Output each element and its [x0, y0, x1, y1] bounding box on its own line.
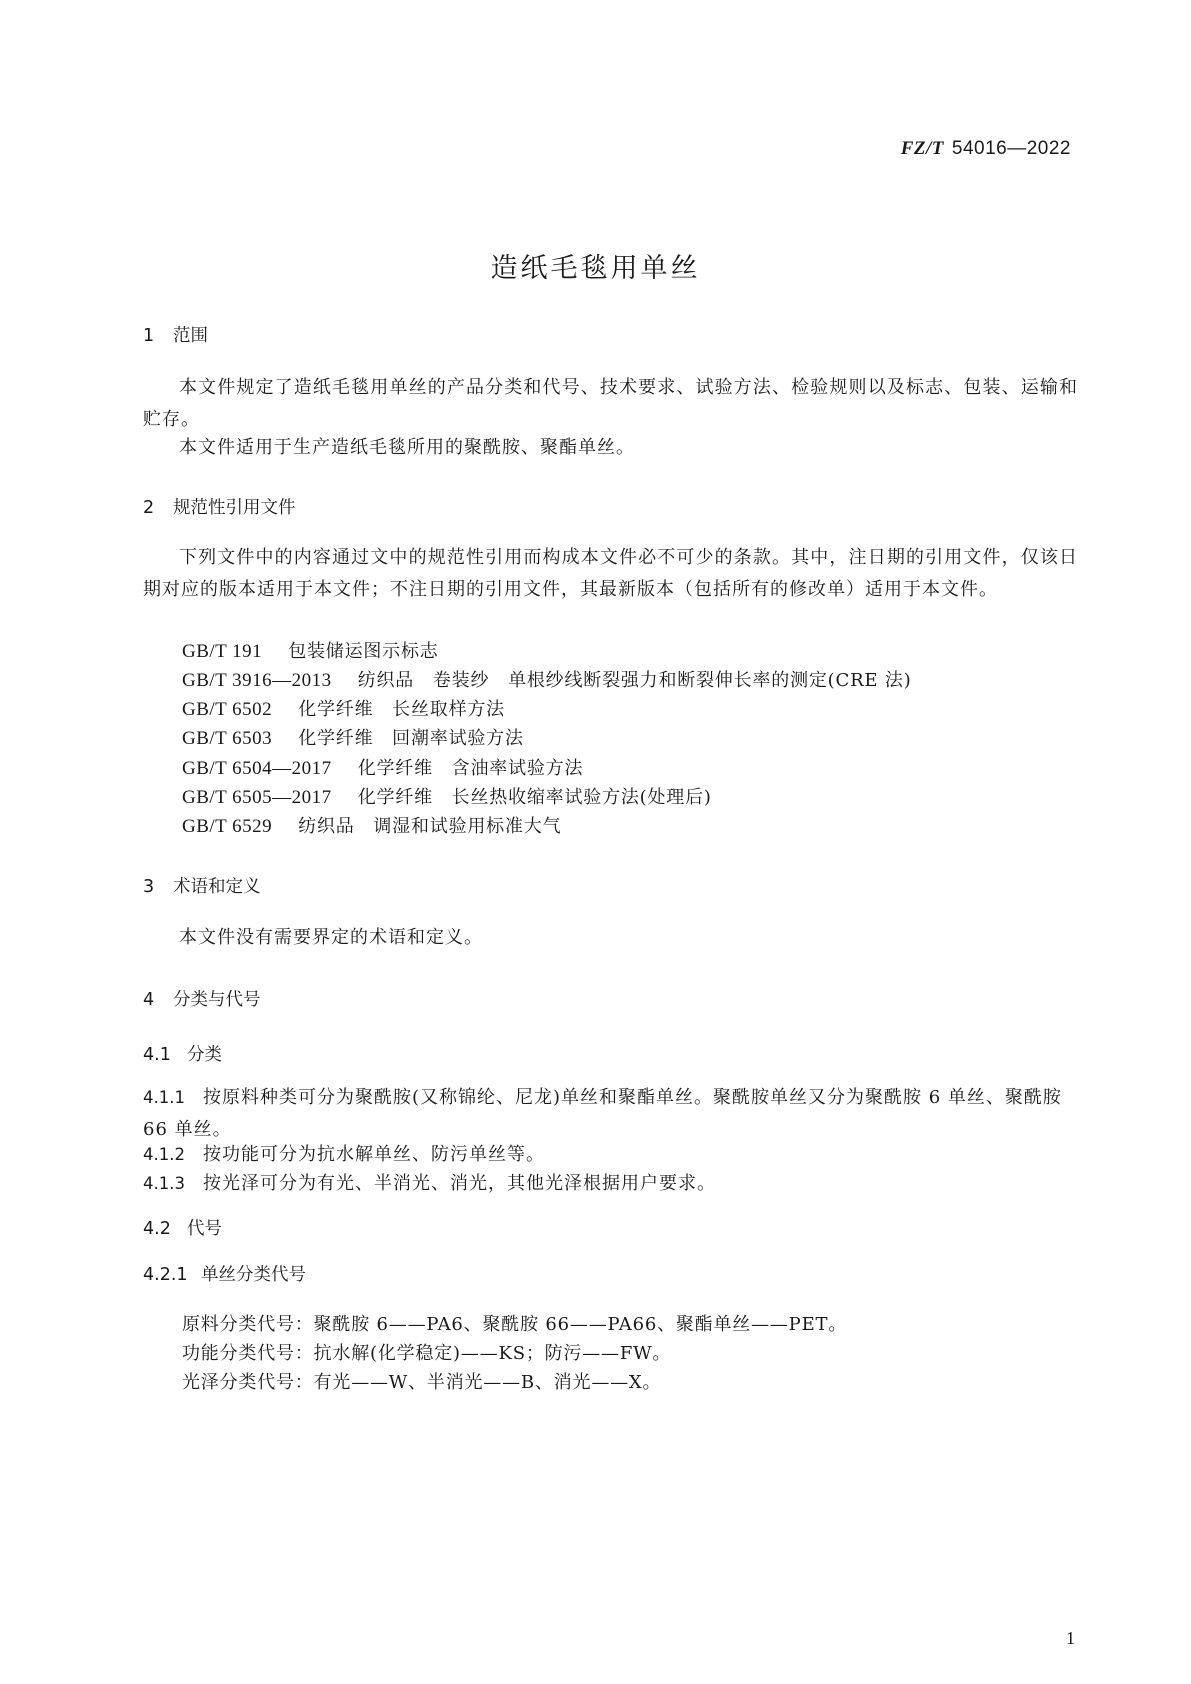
- reference-code: GB/T 6504—2017: [182, 758, 332, 779]
- reference-item: [182, 812, 561, 838]
- normative-references-paragraph: 下列文件中的内容通过文中的规范性引用而构成本文件必不可少的条款。其中，注日期的引用文件，仅该日期对应的版本适用于本文件；不注日期的引用文件，其最新版本（包括所有的修改单）适用于本文件。: [143, 547, 1078, 600]
- reference-title: 化学纤维 回潮率试验方法: [298, 728, 524, 749]
- scope-paragraph-1: 本文件规定了造纸毛毯用单丝的产品分类和代号、技术要求、试验方法、检验规则以及标志、包装、运输和贮存。: [143, 377, 1078, 430]
- section-2-heading: [143, 494, 296, 519]
- reference-title: 纺织品 卷装纱 单根纱线断裂强力和断裂伸长率的测定(CRE 法): [357, 670, 912, 691]
- reference-title: 化学纤维 长丝取样方法: [298, 699, 505, 720]
- code-line-function: 功能分类代号：抗水解(化学稳定)——KS；防污——FW。: [182, 1343, 672, 1364]
- subsection-4-2-1-heading: [143, 1261, 306, 1286]
- standard-code: 54016—2022: [951, 138, 1071, 159]
- code-line-luster: 光泽分类代号：有光——W、半消光——B、消光——X。: [182, 1372, 662, 1393]
- reference-code: GB/T 191: [182, 641, 263, 662]
- section-number: 4.1: [143, 1045, 171, 1065]
- reference-code: GB/T 6502: [182, 699, 273, 720]
- section-title: 分类: [187, 1045, 222, 1065]
- section-title: 分类与代号: [173, 990, 261, 1010]
- reference-title: 化学纤维 含油率试验方法: [357, 758, 584, 779]
- standard-number: [901, 138, 1071, 160]
- section-4-heading: [143, 986, 261, 1011]
- section-number: 4: [143, 990, 155, 1010]
- reference-item: [182, 695, 505, 721]
- standard-prefix: FZ/T: [900, 138, 944, 159]
- reference-code: GB/T 3916—2013: [182, 670, 332, 691]
- section-number: 1: [143, 326, 155, 346]
- reference-code: GB/T 6505—2017: [182, 787, 332, 808]
- clause-number: 4.1.3: [143, 1174, 185, 1193]
- section-title: 规范性引用文件: [173, 498, 296, 518]
- clause-4-1-3: [143, 1168, 1078, 1200]
- subsection-4-2-heading: [143, 1215, 222, 1240]
- scope-paragraph-2: 本文件适用于生产造纸毛毯所用的聚酰胺、聚酯单丝。: [179, 437, 635, 458]
- clause-number: 4.1.2: [143, 1145, 185, 1164]
- section-number: 3: [143, 877, 155, 897]
- section-3-heading: [143, 873, 261, 898]
- document-title: 造纸毛毯用单丝: [490, 253, 701, 284]
- reference-code: GB/T 6503: [182, 728, 273, 749]
- page-number: 1: [1066, 1628, 1075, 1648]
- section-1-heading: [143, 322, 208, 347]
- reference-code: GB/T 6529: [182, 816, 273, 837]
- section-number: 4.2.1: [143, 1265, 188, 1285]
- subsection-4-1-heading: [143, 1041, 222, 1066]
- reference-title: 纺织品 调湿和试验用标准大气: [298, 816, 562, 837]
- code-line-material: 原料分类代号：聚酰胺 6——PA6、聚酰胺 66——PA66、聚酯单丝——PET。: [182, 1314, 848, 1335]
- reference-item: [182, 666, 912, 692]
- terms-paragraph: 本文件没有需要界定的术语和定义。: [179, 927, 483, 948]
- reference-title: 包装储运图示标志: [288, 641, 439, 662]
- reference-item: [182, 754, 583, 780]
- clause-4-1-1: [143, 1082, 1078, 1146]
- reference-item: [182, 783, 712, 809]
- section-title: 术语和定义: [173, 877, 261, 897]
- section-title: 单丝分类代号: [201, 1265, 306, 1285]
- clause-text: 按光泽可分为有光、半消光、消光，其他光泽根据用户要求。: [202, 1173, 716, 1194]
- reference-item: [182, 637, 439, 663]
- clause-number: 4.1.1: [143, 1088, 185, 1107]
- section-number: 4.2: [143, 1219, 171, 1239]
- clause-text: 按原料种类可分为聚酰胺(又称锦纶、尼龙)单丝和聚酯单丝。聚酰胺单丝又分为聚酰胺 6 单丝、聚酰胺 66 单丝。: [143, 1087, 1062, 1140]
- clause-text: 按功能可分为抗水解单丝、防污单丝等。: [202, 1144, 545, 1165]
- section-title: 代号: [187, 1219, 222, 1239]
- clause-4-1-2: [143, 1139, 1078, 1171]
- section-number: 2: [143, 498, 155, 518]
- reference-item: [182, 724, 524, 750]
- section-title: 范围: [173, 326, 208, 346]
- reference-title: 化学纤维 长丝热收缩率试验方法(处理后): [357, 787, 712, 808]
